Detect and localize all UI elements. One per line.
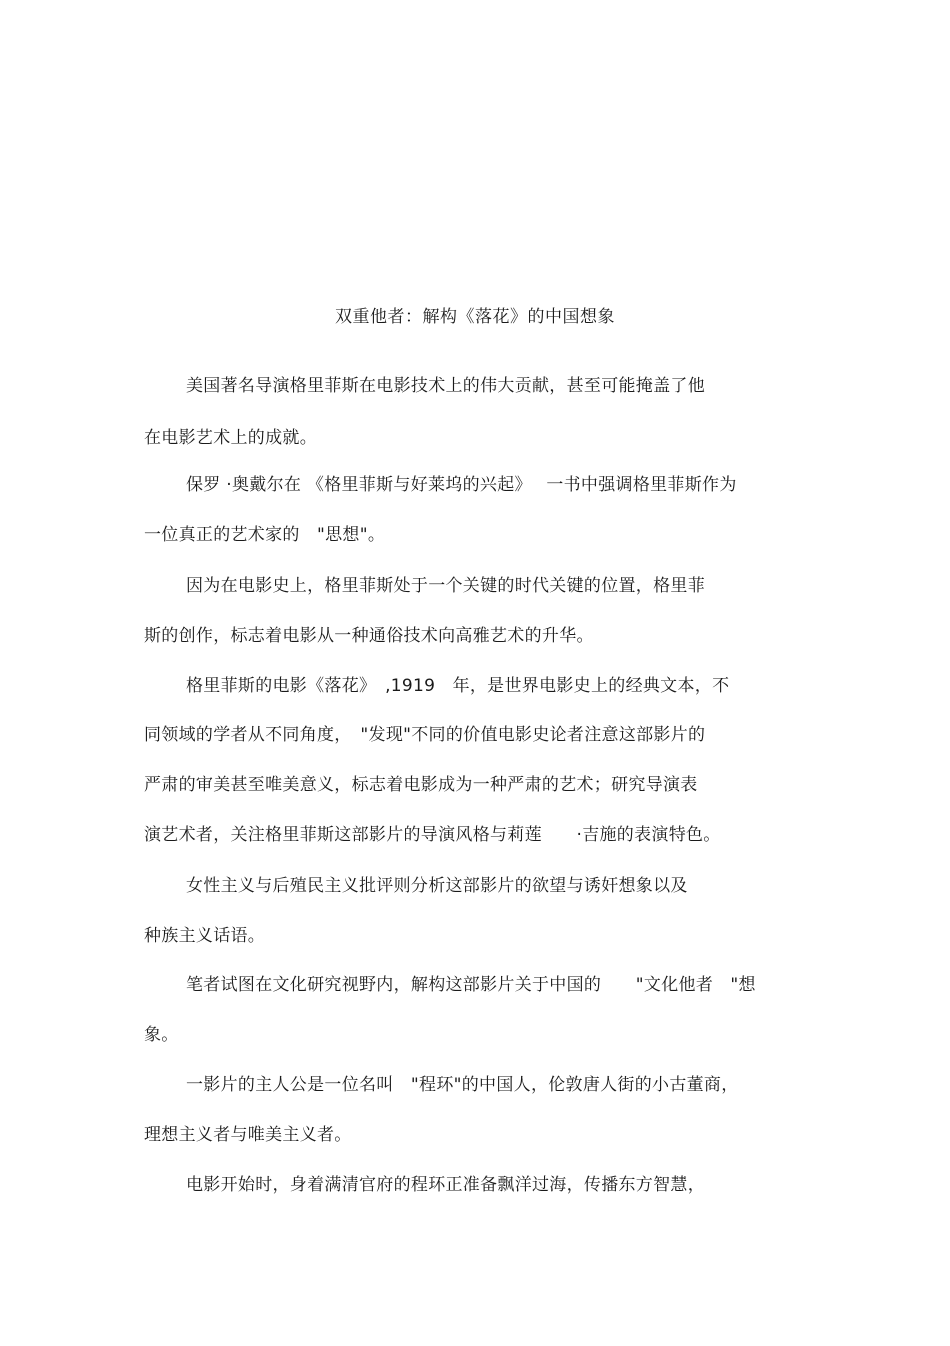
paragraph-line: 美国著名导演格里菲斯在电影技术上的伟大贡献，甚至可能掩盖了他 xyxy=(186,376,705,396)
paragraph-line: 象。 xyxy=(144,1025,179,1045)
paragraph-line: 格里菲斯的电影《落花》 ,1919 年，是世界电影史上的经典文本，不 xyxy=(186,676,730,696)
paragraph-line: 女性主义与后殖民主义批评则分析这部影片的欲望与诱奸想象以及 xyxy=(186,876,688,896)
paragraph-line: 斯的创作，标志着电影从一种通俗技术向高雅艺术的升华。 xyxy=(144,626,594,646)
paragraph-line: 在电影艺术上的成就。 xyxy=(144,428,317,448)
paragraph-line: 保罗 ·奥戴尔在 《格里菲斯与好莱坞的兴起》 一书中强调格里菲斯作为 xyxy=(186,475,737,495)
paragraph-line: 种族主义话语。 xyxy=(144,926,266,946)
paragraph-line: 一位真正的艺术家的 "思想"。 xyxy=(144,525,386,545)
paragraph-line: 演艺术者，关注格里菲斯这部影片的导演风格与莉莲 ·吉施的表演特色。 xyxy=(144,825,721,845)
document-title: 双重他者：解构《落花》的中国想象 xyxy=(335,307,615,327)
paragraph-line: 因为在电影史上，格里菲斯处于一个关键的时代关键的位置，格里菲 xyxy=(186,576,705,596)
paragraph-line: 严肃的审美甚至唯美意义，标志着电影成为一种严肃的艺术；研究导演表 xyxy=(144,775,698,795)
paragraph-line: 同领域的学者从不同角度， "发现"不同的价值电影史论者注意这部影片的 xyxy=(144,725,706,745)
paragraph-line: 电影开始时，身着满清官府的程环正准备飘洋过海，传播东方智慧， xyxy=(186,1175,705,1195)
paragraph-line: 理想主义者与唯美主义者。 xyxy=(144,1125,352,1145)
paragraph-line: 一影片的主人公是一位名叫 "程环"的中国人，伦敦唐人街的小古董商， xyxy=(186,1075,739,1095)
paragraph-line: 笔者试图在文化研究视野内，解构这部影片关于中国的 "文化他者 "想 xyxy=(186,975,756,995)
